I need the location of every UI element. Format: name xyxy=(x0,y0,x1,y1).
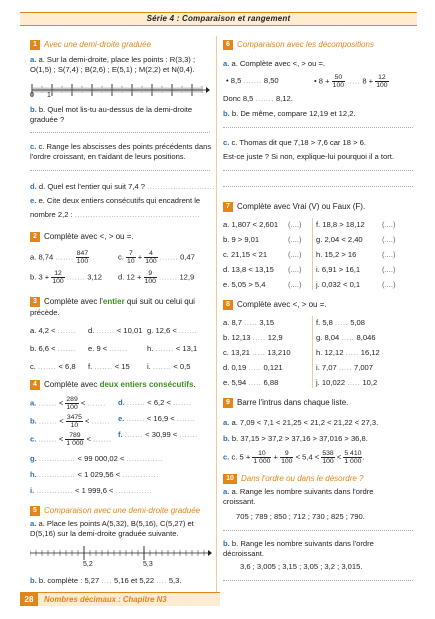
ex3-row-c: c. ....... < 6,8 xyxy=(30,362,76,371)
ex7-item: f. 18,8 > 18,12 xyxy=(316,220,365,229)
ex9-number: 9 xyxy=(223,398,233,408)
fraction: $\frac{5 410}{1 000}$ xyxy=(344,450,362,465)
ex3-row-h: h. ....... < 13,1 xyxy=(147,344,198,353)
answer-box[interactable]: (....) xyxy=(288,250,302,259)
ex4-heading: 4 Complète avec deux entiers consécutifs. xyxy=(30,380,196,390)
footer-title: Nombres décimaux : Chapitre N3 xyxy=(44,595,167,604)
ex9-title: Barre l'intrus dans chaque liste. xyxy=(237,398,349,408)
page-header: Série 4 : Comparaison et rangement xyxy=(20,12,417,26)
ex8-item: j. 10,022 ..... 10,2 xyxy=(316,378,378,387)
ex3-number: 3 xyxy=(30,297,40,307)
ex6-c2: Est-ce juste ? Si non, explique-lui pourquoi il a tort. xyxy=(223,152,394,161)
ex3-row-f: f. ....... < 15 xyxy=(88,362,130,371)
ex4-f: f. ....... < 30,99 < ....... xyxy=(118,430,198,439)
ex6-title: Comparaison avec les décompositions xyxy=(237,40,374,50)
page-footer xyxy=(20,592,220,606)
fraction: $\frac{9}{100}$ xyxy=(144,270,156,285)
ex7-title: Complète avec Vrai (V) ou Faux (F). xyxy=(237,202,366,212)
ex8-title: Complète avec <, > ou =. xyxy=(237,300,327,310)
ex7-item: h. 15,2 > 16 xyxy=(316,250,357,259)
ex2-a: a. 8,74 ....... $\frac{847}{100}$ xyxy=(30,250,89,265)
ex9-c[interactable]: c. c. 5 + $\frac{10}{1 000}$ + $\frac{9}{100}$ < 5,4 < $\frac{538}{100}$ < $\frac{5 410}{1 000}$ . xyxy=(223,450,365,465)
fraction: $\frac{289}{100}$ xyxy=(66,396,78,411)
ex10-number: 10 xyxy=(223,474,237,484)
ex4-d: d. ....... < 6,2 < ....... xyxy=(118,398,192,407)
ex1-e: e. e. Cite deux entiers consécutifs qui encadrent le xyxy=(30,196,201,205)
ex8-item: a. 8,7 ..... 3,15 xyxy=(223,318,275,327)
ex7-item: g. 2,04 < 2,40 xyxy=(316,235,363,244)
answer-box[interactable]: (....) xyxy=(288,265,302,274)
ex8-item: f. 5,8 ..... 5,08 xyxy=(316,318,365,327)
fraction: $\frac{12}{100}$ xyxy=(52,270,64,285)
ex3-heading: 3 Complète avec l'entier qui suit ou celui qui xyxy=(30,297,195,307)
ex2-c: c. $\frac{7}{10}$ + $\frac{4}{100}$ ....... 0,47 xyxy=(118,250,195,265)
ex10-a-list: 705 ; 789 ; 850 ; 712 ; 730 ; 825 ; 790. xyxy=(236,512,365,521)
ex5-title: Comparaison avec une demi-droite graduée xyxy=(44,506,201,516)
ex4-c: c. ....... < $\frac{789}{1 000}$ < ....... xyxy=(30,432,112,447)
answer-line[interactable] xyxy=(223,127,413,128)
ex7-item: i. 6,91 > 16,1 xyxy=(316,265,361,274)
ex4-h: h. .............. < 1 029,56 < .............. xyxy=(30,470,159,479)
ex1-d: d. d. Quel est l'entier qui suit 7,4 ? .......................... xyxy=(30,182,215,191)
ex6-c: c. c. Thomas dit que 7,18 > 7,6 car 18 > 6. xyxy=(223,138,366,147)
ex6-a: a. a. Complète avec <, > ou =. xyxy=(223,59,325,68)
axis-zero-label: 0 xyxy=(30,92,34,99)
answer-box[interactable]: (....) xyxy=(288,280,302,289)
ex3-row-a: a. 4,2 < ....... xyxy=(30,326,76,335)
ex4-a: a. ....... < $\frac{289}{100}$ < ....... xyxy=(30,396,106,411)
ex4-i: i. .............. < 1 999,6 < .............. xyxy=(30,486,153,495)
answer-box[interactable]: (....) xyxy=(382,250,396,259)
ex5-heading xyxy=(30,506,200,516)
page-number: 28 xyxy=(20,593,38,606)
ex7-item: d. 13,8 < 13,15 xyxy=(223,265,274,274)
ex7-item: c. 21,15 < 21 xyxy=(223,250,268,259)
ex5-b: b. b. complète : 5,27 .... 5,16 et 5,22 .... 5,3. xyxy=(30,576,182,585)
answer-line[interactable] xyxy=(223,186,413,187)
answer-line[interactable] xyxy=(30,170,210,171)
ex6-donc: Donc 8,5 ....... 8,12. xyxy=(223,94,293,103)
ex3-title-cont: précède. xyxy=(30,308,60,317)
fraction: $\frac{4}{100}$ xyxy=(145,250,157,265)
ex6-heading xyxy=(223,40,374,50)
fraction: $\frac{9}{100}$ xyxy=(281,450,293,465)
ex8-item: d. 0,19 ..... 0,121 xyxy=(223,363,283,372)
fraction: $\frac{847}{100}$ xyxy=(76,250,89,265)
ex3-row-d: d. ....... < 10,01 xyxy=(88,326,143,335)
ex10-a2: croissant. xyxy=(223,497,256,506)
ex8-number: 8 xyxy=(223,300,233,310)
ex1-title: Avec une demi-droite graduée xyxy=(44,40,152,50)
ex7-item: j. 0,032 < 0,1 xyxy=(316,280,361,289)
ex1-heading xyxy=(30,40,151,50)
ex1-c2: l'ordre croissant, en t'aidant de leurs positions. xyxy=(30,152,186,161)
ex10-title: Dans l'ordre ou dans le désordre ? xyxy=(241,474,364,484)
ex5-tick-label-2: 5,3 xyxy=(143,561,153,568)
ex9-a[interactable]: a. a. 7,09 < 7,1 < 21,25 < 21,2 < 21,22 < 27,3. xyxy=(223,418,379,427)
ex6-a1: • 8,5 ....... 8,50 xyxy=(226,76,279,85)
ex5-number: 5 xyxy=(30,506,40,516)
answer-box[interactable]: (....) xyxy=(288,235,302,244)
ex5-a2: D(5,16) sur la demi-droite graduée suivante. xyxy=(30,529,179,538)
answer-line[interactable] xyxy=(30,132,210,133)
ex8-heading xyxy=(223,300,327,310)
ex1-c: c. c. Range les abscisses des points précédents dans xyxy=(30,142,212,151)
ex3-row-b: b. 6,6 < ....... xyxy=(30,344,76,353)
ex5-number-line[interactable] xyxy=(30,543,212,563)
ex4-g: g. .............. < 99 000,02 < .............. xyxy=(30,454,164,463)
ex7-item: e. 5,05 > 5,4 xyxy=(223,280,266,289)
ex3-row-e: e. 9 < ....... xyxy=(88,344,128,353)
ex7-item: b. 9 > 9,01 xyxy=(223,235,260,244)
answer-box[interactable]: (....) xyxy=(382,280,396,289)
ex10-b2: décroissant. xyxy=(223,549,264,558)
fraction: $\frac{3475}{10}$ xyxy=(66,414,82,429)
ex1-a2: O(1,5) ; S(7,4) ; B(2,6) ; E(5,1) ; M(2,2) et N(0,4). xyxy=(30,65,195,74)
ex8-item: i. 7,07 ..... 7,007 xyxy=(316,363,374,372)
ex3-row-g: g. 12,6 < ....... xyxy=(147,326,198,335)
ex8-item: g. 8,04 ..... 8,046 xyxy=(316,333,376,342)
ex6-b: b. b. De même, compare 12,19 et 12,2. xyxy=(223,109,356,118)
ex1-a: a. a. Sur la demi-droite, place les points : R(3,3) ; xyxy=(30,55,196,64)
ex7-divider xyxy=(312,218,313,290)
ex10-a: a. a. Range les nombre suivants dans l'ordre xyxy=(223,487,374,496)
fraction: $\frac{10}{1 000}$ xyxy=(253,450,271,465)
ex4-number: 4 xyxy=(30,380,40,390)
fraction: $\frac{538}{100}$ xyxy=(322,450,334,465)
answer-line[interactable] xyxy=(223,580,413,581)
ex1-number: 1 xyxy=(30,40,40,50)
ex3-row-i: i. ....... < 0,5 xyxy=(147,362,191,371)
ex7-heading xyxy=(223,202,365,212)
answer-box[interactable]: (....) xyxy=(382,265,396,274)
ex8-item: h. 12,12 ..... 16,12 xyxy=(316,348,380,357)
ex2-heading xyxy=(30,232,134,242)
ex2-d: d. 12 + $\frac{9}{100}$ ....... 12,9 xyxy=(118,270,195,285)
ex8-item: c. 13,21 ..... 13,210 xyxy=(223,348,291,357)
answer-box[interactable]: (....) xyxy=(382,235,396,244)
ex9-heading xyxy=(223,398,348,408)
ex4-b: b. ....... < $\frac{3475}{10}$ < ....... xyxy=(30,414,110,429)
ex1-number-line[interactable] xyxy=(30,80,210,104)
ex9-b[interactable]: b. b. 37,15 > 37,2 > 37,16 > 37,016 > 36,8. xyxy=(223,434,368,443)
ex1-e2: nombre 2,2 : ................................................ xyxy=(30,210,201,219)
fraction: $\frac{7}{10}$ xyxy=(127,250,135,265)
ex10-heading xyxy=(223,474,364,484)
ex7-item: a. 1,807 < 2,601 xyxy=(223,220,279,229)
ex5-a: a. a. Place les points A(5,32), B(5,16), C(5,27) et xyxy=(30,519,194,528)
ex7-number: 7 xyxy=(223,202,233,212)
ex2-title: Complète avec <, > ou =. xyxy=(44,232,134,242)
ex8-item: e. 5,94 ..... 6,88 xyxy=(223,378,279,387)
fraction: $\frac{50}{100}$ xyxy=(332,74,345,89)
ex10-b: b. b. Range les nombre suivants dans l'ordre xyxy=(223,539,374,548)
ex5-tick-label-1: 5,2 xyxy=(83,561,93,568)
ex8-item: b. 12,13 ..... 12,9 xyxy=(223,333,283,342)
ex6-a2: • 8 + $\frac{50}{100}$ ..... 8 + $\frac{12}{100}$ xyxy=(314,74,388,89)
fraction: $\frac{12}{100}$ xyxy=(376,74,388,89)
ex8-divider xyxy=(312,316,313,388)
column-divider xyxy=(216,36,217,596)
ex1-b2: graduée ? xyxy=(30,115,65,124)
answer-box[interactable]: (....) xyxy=(382,220,396,229)
ex10-b-list: 3,6 ; 3,005 ; 3,15 ; 3,05 ; 3,2 ; 3,015. xyxy=(240,562,363,571)
ex6-number: 6 xyxy=(223,40,233,50)
answer-line[interactable] xyxy=(223,170,413,171)
answer-box[interactable]: (....) xyxy=(288,220,302,229)
ex2-number: 2 xyxy=(30,232,40,242)
ex1-b: b. b. Quel mot lis-tu au-dessus de la demi-droite xyxy=(30,105,193,114)
axis-one-label: 1 xyxy=(47,92,51,99)
fraction: $\frac{789}{1 000}$ xyxy=(66,432,84,447)
ex2-b: b. 3 + $\frac{12}{100}$ ....... 3,12 xyxy=(30,270,102,285)
answer-line[interactable] xyxy=(223,530,413,531)
ex4-e: e. ....... < 16,9 < ....... xyxy=(118,414,196,423)
